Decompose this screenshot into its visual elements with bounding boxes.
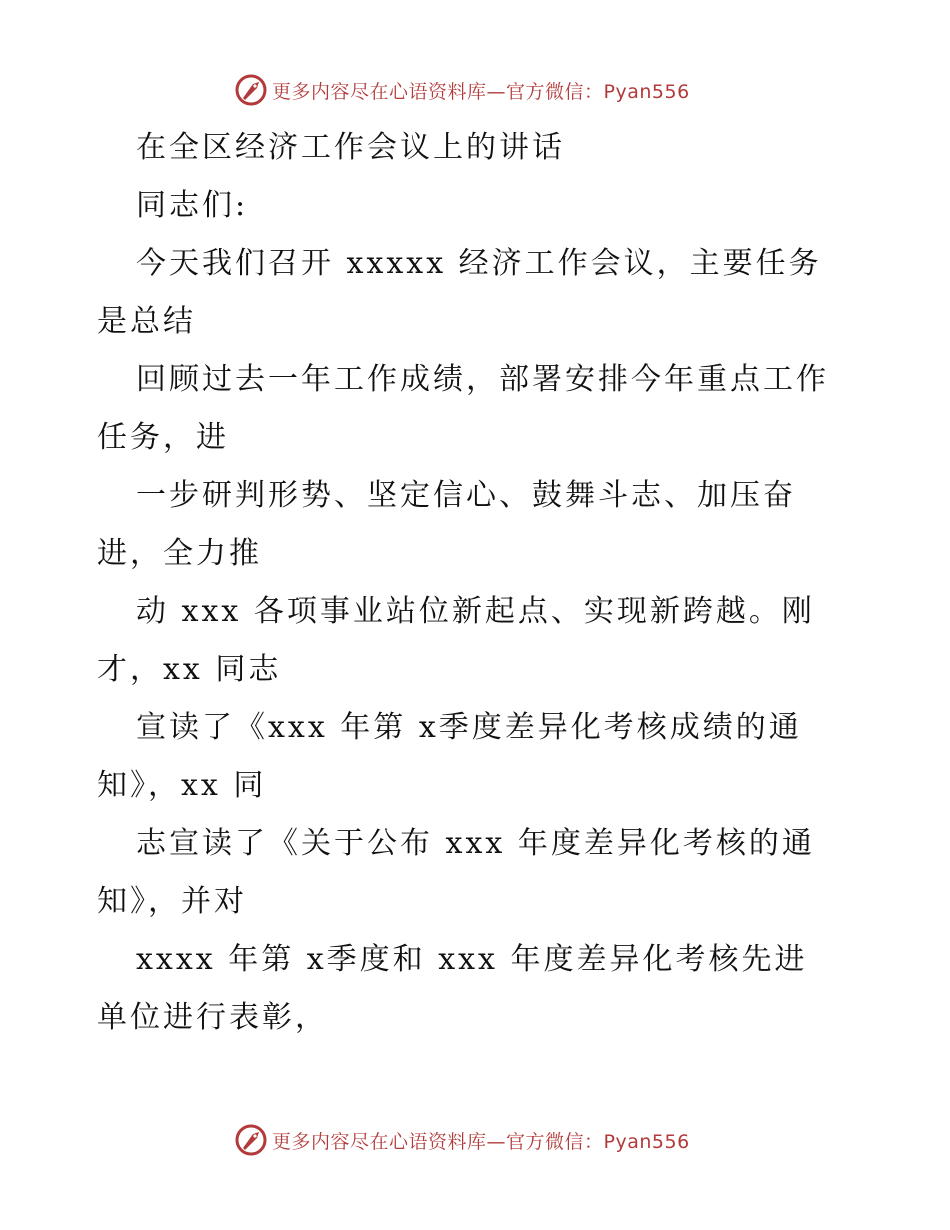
salutation: 同志们: xyxy=(136,188,249,223)
body-line: 动 xxx 各项事业站位新起点、实现新跨越。刚 xyxy=(136,594,815,629)
pen-nib-logo-icon xyxy=(234,73,268,107)
body-line: 志宣读了《关于公布 xxx 年度差异化考核的通 xyxy=(136,826,815,861)
body-line: xxxx 年第 x季度和 xxx 年度差异化考核先进 xyxy=(136,942,808,977)
watermark-text: 更多内容尽在心语资料库—官方微信：Pyan556 xyxy=(272,1130,690,1153)
body-line: 才，xx 同志 xyxy=(97,652,282,687)
body-line: 单位进行表彰， xyxy=(97,1000,328,1035)
body-line: 一步研判形势、坚定信心、鼓舞斗志、加压奋 xyxy=(136,478,796,513)
body-line: 回顾过去一年工作成绩，部署安排今年重点工作 xyxy=(136,362,829,397)
body-line: 知》，并对 xyxy=(97,884,247,919)
header-watermark xyxy=(234,72,690,108)
footer-watermark xyxy=(234,1122,690,1158)
body-line: 今天我们召开 xxxxx 经济工作会议，主要任务 xyxy=(136,246,822,281)
body-line: 任务，进 xyxy=(97,420,229,455)
pen-nib-logo-icon xyxy=(234,1123,268,1157)
watermark-text: 更多内容尽在心语资料库—官方微信：Pyan556 xyxy=(272,80,690,103)
body-line: 宣读了《xxx 年第 x季度差异化考核成绩的通 xyxy=(136,710,802,745)
body-line: 进，全力推 xyxy=(97,536,262,571)
body-line: 是总结 xyxy=(97,304,196,339)
document-title: 在全区经济工作会议上的讲话 xyxy=(136,130,565,165)
body-line: 知》，xx 同 xyxy=(97,768,267,803)
